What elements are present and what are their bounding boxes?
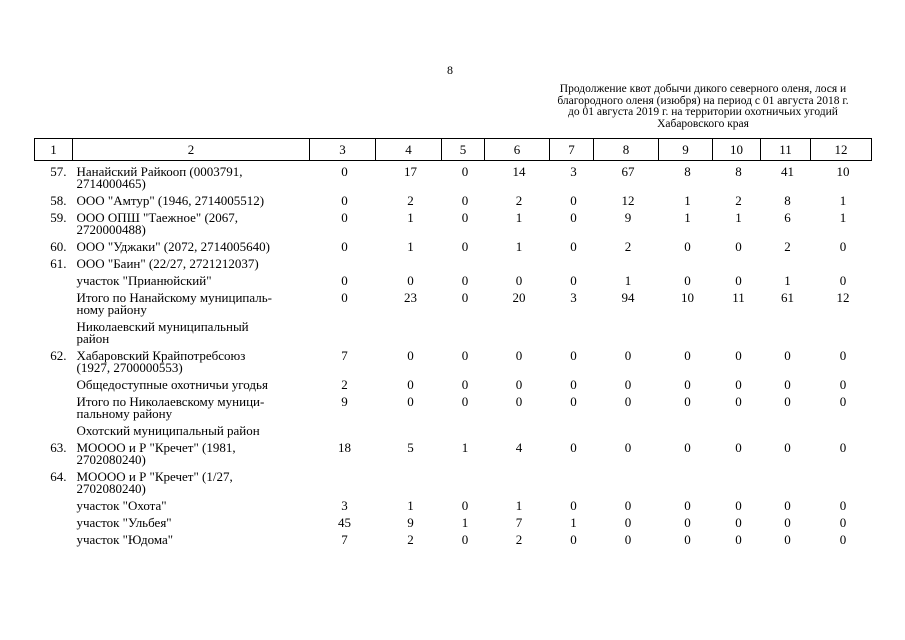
cell-col-10 xyxy=(713,466,761,495)
cell-col-9 xyxy=(659,316,713,345)
cell-col-7 xyxy=(550,253,594,270)
cell-col-3: 7 xyxy=(341,532,348,547)
cell-col-11 xyxy=(761,466,811,495)
cell-col-9 xyxy=(659,466,713,495)
cell-col-6: 1 xyxy=(515,210,523,225)
cell-col-10: 11 xyxy=(732,290,745,305)
cell-col-4: 0 xyxy=(407,394,414,409)
cell-col-5: 0 xyxy=(461,273,469,288)
cell-col-4 xyxy=(376,420,442,437)
cell-col-12: 1 xyxy=(839,210,847,225)
cell-col-6: 2 xyxy=(515,193,523,208)
cell-col-10: 0 xyxy=(735,498,742,513)
cell-col-9: 0 xyxy=(684,498,691,513)
table-caption xyxy=(518,84,888,130)
row-name-line: пальному району xyxy=(76,406,173,421)
cell-col-7: 0 xyxy=(570,210,577,225)
row-name-line: ООО "Баин" (22/27, 2721212037) xyxy=(76,256,259,271)
row-name-line: участок "Ульбея" xyxy=(76,515,172,530)
cell-col-10: 0 xyxy=(735,532,742,547)
cell-col-7: 0 xyxy=(570,498,577,513)
cell-col-4: 1 xyxy=(407,498,414,513)
cell-col-6 xyxy=(485,316,550,345)
cell-col-12: 0 xyxy=(839,394,847,409)
cell-col-5: 0 xyxy=(461,532,469,547)
row-name-line: МОООО и Р "Кречет" (1/27, xyxy=(76,469,233,484)
cell-col-7: 0 xyxy=(570,440,577,455)
row-name-line: участок "Юдома" xyxy=(76,532,174,547)
row-index: 64. xyxy=(50,469,67,484)
row-name xyxy=(73,512,310,529)
row-index xyxy=(35,529,73,546)
cell-col-3 xyxy=(310,253,376,270)
row-index: 59. xyxy=(50,210,67,225)
table-row xyxy=(35,236,872,253)
cell-col-9: 0 xyxy=(684,377,691,392)
row-name-line: участок "Охота" xyxy=(76,498,167,513)
cell-col-10: 2 xyxy=(735,193,742,208)
cell-col-6: 2 xyxy=(515,532,523,547)
cell-col-8: 0 xyxy=(624,532,632,547)
cell-col-3: 18 xyxy=(338,440,351,455)
cell-col-8: 0 xyxy=(624,498,632,513)
cell-col-9 xyxy=(659,253,713,270)
cell-col-10: 8 xyxy=(735,164,742,179)
cell-col-12 xyxy=(811,466,872,495)
caption-line: до 01 августа 2019 г. на территории охотничьих угодий xyxy=(568,106,838,118)
cell-col-6: 7 xyxy=(515,515,523,530)
cell-col-5: 0 xyxy=(461,164,469,179)
row-name-line: (1927, 2700000553) xyxy=(76,360,183,375)
cell-col-8 xyxy=(594,253,659,270)
table-row xyxy=(35,161,872,191)
cell-col-6: 4 xyxy=(515,440,523,455)
cell-col-8 xyxy=(594,466,659,495)
cell-col-3: 45 xyxy=(338,515,351,530)
cell-col-9: 0 xyxy=(684,273,691,288)
row-name xyxy=(73,391,310,420)
table-row xyxy=(35,512,872,529)
cell-col-6: 1 xyxy=(515,239,523,254)
row-index: 60. xyxy=(50,239,67,254)
cell-col-6: 0 xyxy=(515,377,523,392)
cell-col-5: 0 xyxy=(461,377,469,392)
row-name xyxy=(73,345,310,374)
row-index: 57. xyxy=(50,164,67,179)
column-header-10: 10 xyxy=(713,139,761,161)
cell-col-6 xyxy=(485,420,550,437)
table-row xyxy=(35,190,872,207)
cell-col-6: 0 xyxy=(515,348,523,363)
row-name xyxy=(73,287,310,316)
cell-col-3: 0 xyxy=(341,164,348,179)
cell-col-4: 2 xyxy=(407,532,414,547)
row-name-line: Общедоступные охотничьи угодья xyxy=(76,377,268,392)
row-name xyxy=(73,207,310,236)
cell-col-11: 6 xyxy=(784,210,791,225)
cell-col-11: 0 xyxy=(784,348,791,363)
row-name xyxy=(73,270,310,287)
row-name-line: Итого по Нанайскому муниципаль- xyxy=(76,290,273,305)
cell-col-3: 7 xyxy=(341,348,348,363)
row-name xyxy=(73,374,310,391)
cell-col-10: 0 xyxy=(735,394,742,409)
quota-table xyxy=(34,138,872,546)
cell-col-12: 0 xyxy=(839,515,847,530)
cell-col-4: 0 xyxy=(407,348,414,363)
column-header-3: 3 xyxy=(310,139,376,161)
cell-col-11: 0 xyxy=(784,515,791,530)
table-row xyxy=(35,207,872,236)
table-row xyxy=(35,287,872,316)
cell-col-7: 0 xyxy=(570,394,577,409)
cell-col-7 xyxy=(550,420,594,437)
cell-col-12: 0 xyxy=(839,498,847,513)
table-row xyxy=(35,495,872,512)
cell-col-10: 0 xyxy=(735,348,742,363)
cell-col-3 xyxy=(310,466,376,495)
row-index xyxy=(35,270,73,287)
cell-col-8: 0 xyxy=(624,348,632,363)
cell-col-9: 8 xyxy=(684,164,691,179)
table-row xyxy=(35,374,872,391)
row-index xyxy=(35,512,73,529)
table-row xyxy=(35,437,872,466)
row-name-line: ному району xyxy=(76,302,147,317)
cell-col-7: 0 xyxy=(570,273,577,288)
row-index xyxy=(35,495,73,512)
cell-col-10: 0 xyxy=(735,239,742,254)
cell-col-5: 1 xyxy=(461,440,469,455)
cell-col-10 xyxy=(713,253,761,270)
cell-col-10: 0 xyxy=(735,440,742,455)
cell-col-11: 0 xyxy=(784,498,791,513)
cell-col-11: 0 xyxy=(784,377,791,392)
cell-col-4: 17 xyxy=(404,164,417,179)
cell-col-9: 0 xyxy=(684,348,691,363)
column-header-8: 8 xyxy=(594,139,659,161)
column-header-4: 4 xyxy=(376,139,442,161)
row-name-line: ООО "Уджаки" (2072, 2714005640) xyxy=(76,239,270,254)
row-index xyxy=(35,287,73,316)
cell-col-6 xyxy=(485,253,550,270)
cell-col-3: 0 xyxy=(341,273,348,288)
cell-col-7: 0 xyxy=(570,377,577,392)
column-header-2: 2 xyxy=(73,139,310,161)
cell-col-7: 0 xyxy=(570,239,577,254)
cell-col-3: 0 xyxy=(341,210,348,225)
cell-col-9: 0 xyxy=(684,532,691,547)
cell-col-9: 0 xyxy=(684,515,691,530)
cell-col-4 xyxy=(376,316,442,345)
cell-col-6: 0 xyxy=(515,394,523,409)
cell-col-6: 0 xyxy=(515,273,523,288)
row-index xyxy=(35,374,73,391)
cell-col-7: 3 xyxy=(570,290,577,305)
cell-col-12: 1 xyxy=(839,193,847,208)
table-row xyxy=(35,253,872,270)
table-row xyxy=(35,466,872,495)
column-header-6: 6 xyxy=(485,139,550,161)
cell-col-11: 41 xyxy=(781,164,794,179)
cell-col-5: 0 xyxy=(461,394,469,409)
cell-col-7: 3 xyxy=(570,164,577,179)
cell-col-7 xyxy=(550,466,594,495)
column-header-9: 9 xyxy=(659,139,713,161)
cell-col-8: 0 xyxy=(624,394,632,409)
cell-col-11: 61 xyxy=(781,290,794,305)
cell-col-8: 12 xyxy=(621,193,635,208)
cell-col-6: 20 xyxy=(512,290,526,305)
cell-col-3: 0 xyxy=(341,193,348,208)
cell-col-8: 2 xyxy=(624,239,632,254)
table-row xyxy=(35,420,872,437)
cell-col-7: 1 xyxy=(570,515,577,530)
table-row xyxy=(35,529,872,546)
row-name-line: Николаевский муниципальный xyxy=(76,319,249,334)
cell-col-11: 0 xyxy=(784,394,791,409)
cell-col-3: 9 xyxy=(341,394,348,409)
cell-col-7: 0 xyxy=(570,193,577,208)
cell-col-4: 5 xyxy=(407,440,414,455)
cell-col-8: 0 xyxy=(624,515,632,530)
cell-col-5: 0 xyxy=(461,498,469,513)
cell-col-11: 0 xyxy=(784,532,791,547)
cell-col-4: 9 xyxy=(407,515,414,530)
row-index: 63. xyxy=(50,440,67,455)
cell-col-10: 0 xyxy=(735,515,742,530)
column-header-12: 12 xyxy=(811,139,872,161)
row-name xyxy=(73,161,310,191)
row-name-line: Итого по Николаевскому муници- xyxy=(76,394,265,409)
cell-col-8 xyxy=(594,316,659,345)
cell-col-12 xyxy=(811,420,872,437)
cell-col-6: 14 xyxy=(512,164,526,179)
cell-col-5: 0 xyxy=(461,239,469,254)
cell-col-12 xyxy=(811,316,872,345)
cell-col-12: 0 xyxy=(839,440,847,455)
cell-col-8: 9 xyxy=(624,210,632,225)
cell-col-9: 0 xyxy=(684,239,691,254)
cell-col-8 xyxy=(594,420,659,437)
row-name xyxy=(73,316,310,345)
cell-col-7 xyxy=(550,316,594,345)
cell-col-7: 0 xyxy=(570,532,577,547)
cell-col-12: 0 xyxy=(839,273,847,288)
cell-col-11: 0 xyxy=(784,440,791,455)
cell-col-11: 1 xyxy=(784,273,791,288)
cell-col-4: 0 xyxy=(407,273,414,288)
row-index xyxy=(35,391,73,420)
column-header-7: 7 xyxy=(550,139,594,161)
cell-col-5: 0 xyxy=(461,193,469,208)
row-name xyxy=(73,236,310,253)
row-name xyxy=(73,253,310,270)
row-name-line: Охотский муниципальный район xyxy=(76,423,260,438)
table-header xyxy=(35,139,872,161)
caption-line: Хабаровского края xyxy=(657,117,749,130)
page-number: 8 xyxy=(447,63,453,77)
row-index: 58. xyxy=(50,193,67,208)
row-index: 61. xyxy=(50,256,67,271)
cell-col-4: 23 xyxy=(404,290,417,305)
cell-col-10: 1 xyxy=(735,210,742,225)
cell-col-10: 0 xyxy=(735,377,742,392)
column-header-1: 1 xyxy=(35,139,73,161)
cell-col-8: 1 xyxy=(624,273,632,288)
row-name xyxy=(73,466,310,495)
table-row xyxy=(35,316,872,345)
row-index xyxy=(35,316,73,345)
cell-col-5 xyxy=(442,316,485,345)
row-name-line: ООО "Амтур" (1946, 2714005512) xyxy=(76,193,265,208)
row-name xyxy=(73,437,310,466)
cell-col-11: 2 xyxy=(784,239,791,254)
cell-col-3: 2 xyxy=(341,377,348,392)
cell-col-12: 12 xyxy=(836,290,850,305)
row-name-line: участок "Прианюйский" xyxy=(76,273,212,288)
row-index: 62. xyxy=(50,348,67,363)
cell-col-5 xyxy=(442,420,485,437)
cell-col-10 xyxy=(713,316,761,345)
cell-col-4: 2 xyxy=(407,193,414,208)
row-name xyxy=(73,495,310,512)
cell-col-6 xyxy=(485,466,550,495)
cell-col-5: 0 xyxy=(461,290,469,305)
table-row xyxy=(35,391,872,420)
cell-col-5 xyxy=(442,466,485,495)
row-name-line: 2702080240) xyxy=(76,481,146,496)
column-header-11: 11 xyxy=(761,139,811,161)
cell-col-11 xyxy=(761,316,811,345)
cell-col-5 xyxy=(442,253,485,270)
cell-col-3 xyxy=(310,420,376,437)
cell-col-12 xyxy=(811,253,872,270)
cell-col-9: 0 xyxy=(684,394,691,409)
row-name-line: ООО ОПШ "Таежное" (2067, xyxy=(76,210,239,225)
caption-line: благородного оленя (изюбря) на период с 01 августа 2018 г. xyxy=(557,94,849,107)
cell-col-4 xyxy=(376,466,442,495)
cell-col-10 xyxy=(713,420,761,437)
cell-col-10: 0 xyxy=(735,273,742,288)
cell-col-11: 8 xyxy=(784,193,791,208)
cell-col-9: 0 xyxy=(684,440,691,455)
row-name-line: МОООО и Р "Кречет" (1981, xyxy=(76,440,236,455)
row-name-line: Нанайский Райкооп (0003791, xyxy=(76,164,243,179)
cell-col-5: 0 xyxy=(461,348,469,363)
cell-col-4 xyxy=(376,253,442,270)
table-row xyxy=(35,345,872,374)
cell-col-5: 1 xyxy=(461,515,469,530)
cell-col-9 xyxy=(659,420,713,437)
row-name-line: 2714000465) xyxy=(76,176,146,191)
header-row xyxy=(35,139,872,161)
cell-col-4: 1 xyxy=(407,239,414,254)
cell-col-12: 10 xyxy=(836,164,850,179)
cell-col-3 xyxy=(310,316,376,345)
cell-col-8: 94 xyxy=(621,290,635,305)
cell-col-11 xyxy=(761,420,811,437)
cell-col-8: 0 xyxy=(624,440,632,455)
row-name-line: 2720000488) xyxy=(76,222,146,237)
cell-col-9: 1 xyxy=(684,193,691,208)
row-name xyxy=(73,420,310,437)
table-row xyxy=(35,270,872,287)
row-name xyxy=(73,529,310,546)
cell-col-3: 3 xyxy=(341,498,348,513)
cell-col-12: 0 xyxy=(839,239,847,254)
cell-col-8: 67 xyxy=(621,164,635,179)
cell-col-11 xyxy=(761,253,811,270)
cell-col-9: 10 xyxy=(681,290,694,305)
cell-col-4: 0 xyxy=(407,377,414,392)
table-body xyxy=(35,161,872,547)
row-name xyxy=(73,190,310,207)
row-name-line: Хабаровский Крайпотребсоюз xyxy=(76,348,246,363)
cell-col-4: 1 xyxy=(407,210,414,225)
cell-col-3: 0 xyxy=(341,239,348,254)
row-name-line: 2702080240) xyxy=(76,452,146,467)
row-index xyxy=(35,420,73,437)
cell-col-7: 0 xyxy=(570,348,577,363)
cell-col-3: 0 xyxy=(341,290,348,305)
caption-line: Продолжение квот добычи дикого северного оленя, лося и xyxy=(559,83,847,95)
cell-col-9: 1 xyxy=(684,210,691,225)
cell-col-12: 0 xyxy=(839,532,847,547)
row-name-line: район xyxy=(76,331,110,346)
cell-col-12: 0 xyxy=(839,348,847,363)
cell-col-5: 0 xyxy=(461,210,469,225)
cell-col-6: 1 xyxy=(515,498,523,513)
column-header-5: 5 xyxy=(442,139,485,161)
cell-col-8: 0 xyxy=(624,377,632,392)
cell-col-12: 0 xyxy=(839,377,847,392)
